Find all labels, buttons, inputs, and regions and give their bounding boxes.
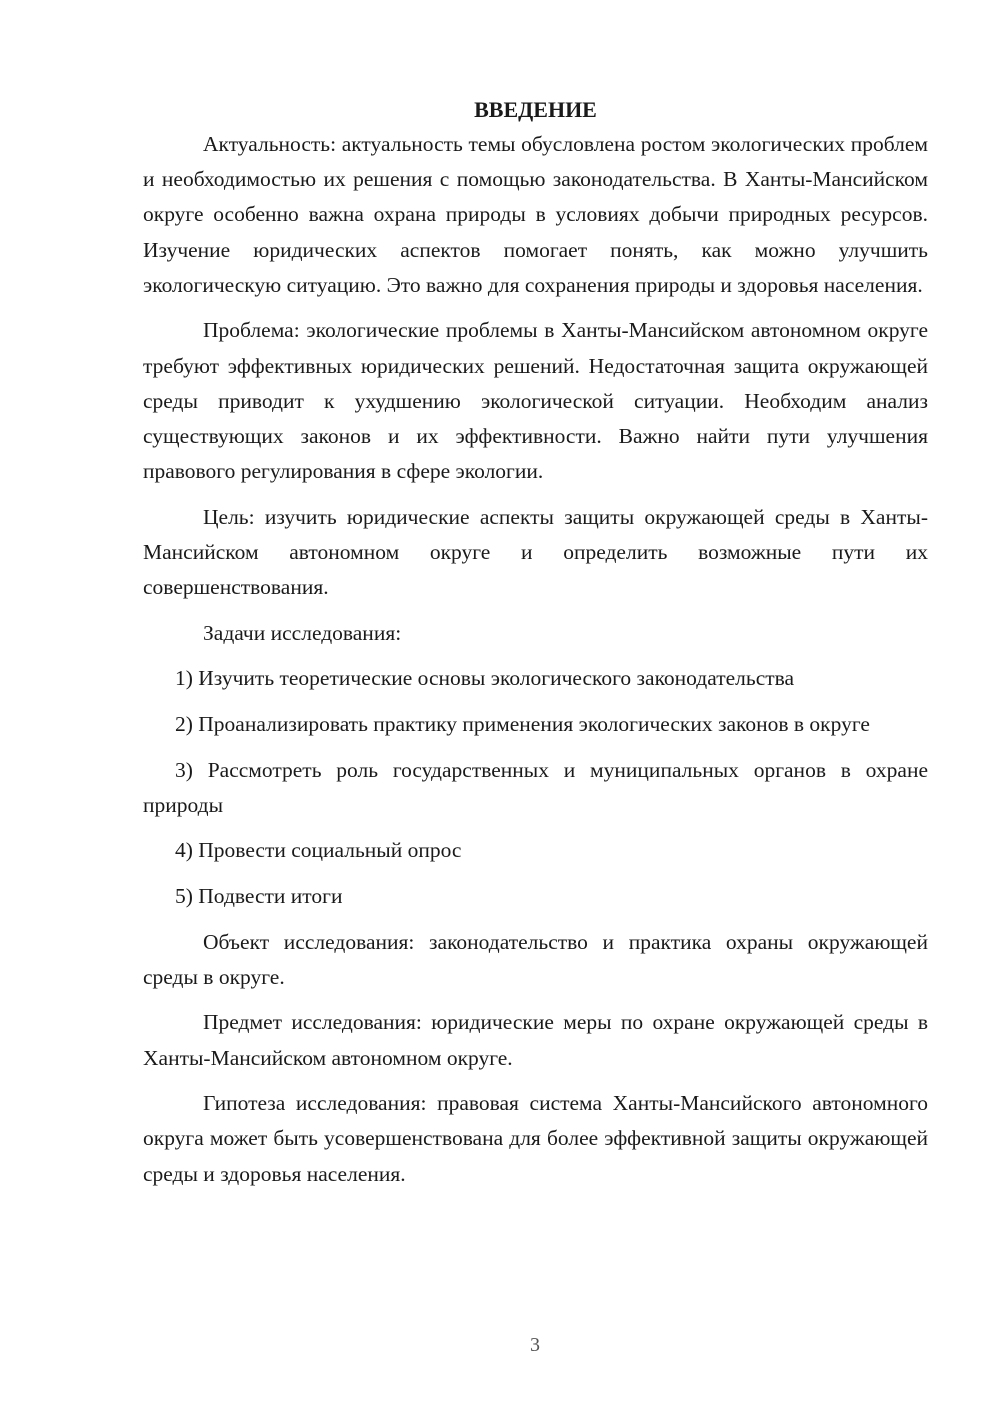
task-item-1: 1) Изучить теоретические основы экологического законодательства [175, 666, 795, 691]
section-title: ВВЕДЕНИЕ [474, 97, 597, 122]
task-item-5: 5) Подвести итоги [175, 883, 343, 908]
paragraph-object: Объект исследования: законодательство и практика охраны окружающей среды в округе. [143, 929, 928, 989]
paragraph-tasks-heading: Задачи исследования: [203, 620, 402, 645]
paragraph-relevance: Актуальность: актуальность темы обусловлена ростом экологических проблем и необходимостью их решения с помощью законодательства. В Ханты-Мансийском округе особенно важна охрана природы в условиях добычи природных ресурсов. Изучение юридических аспектов помогает понять, как можно улучшить экологическую ситуацию. Это важно для сохранения природы и здоровья населения. [143, 132, 928, 297]
paragraph-problem: Проблема: экологические проблемы в Ханты-Мансийском автономном округе требуют эффективных юридических решений. Недостаточная защита окружающей среды приводит к ухудшению экологической ситуации. Необходим анализ существующих законов и их эффективности. Важно найти пути улучшения правового регулирования в сфере экологии. [143, 318, 928, 484]
task-item-4: 4) Провести социальный опрос [175, 838, 462, 863]
document-page [143, 92, 928, 1202]
paragraph-goal: Цель: изучить юридические аспекты защиты окружающей среды в Ханты-Мансийском автономном округе и определить возможные пути их совершенствования. [143, 504, 928, 600]
task-item-3: 3) Рассмотреть роль государственных и муниципальных органов в охране природы [143, 757, 928, 817]
paragraph-hypothesis: Гипотеза исследования: правовая система Ханты-Мансийского автономного округа может быть усовершенствована для более эффективной защиты окружающей среды и здоровья населения. [143, 1091, 928, 1186]
page-number: 3 [530, 1334, 540, 1356]
task-item-2: 2) Проанализировать практику применения экологических законов в округе [175, 712, 870, 736]
paragraph-subject: Предмет исследования: юридические меры по охране окружающей среды в Ханты-Мансийском автономном округе. [143, 1010, 928, 1070]
